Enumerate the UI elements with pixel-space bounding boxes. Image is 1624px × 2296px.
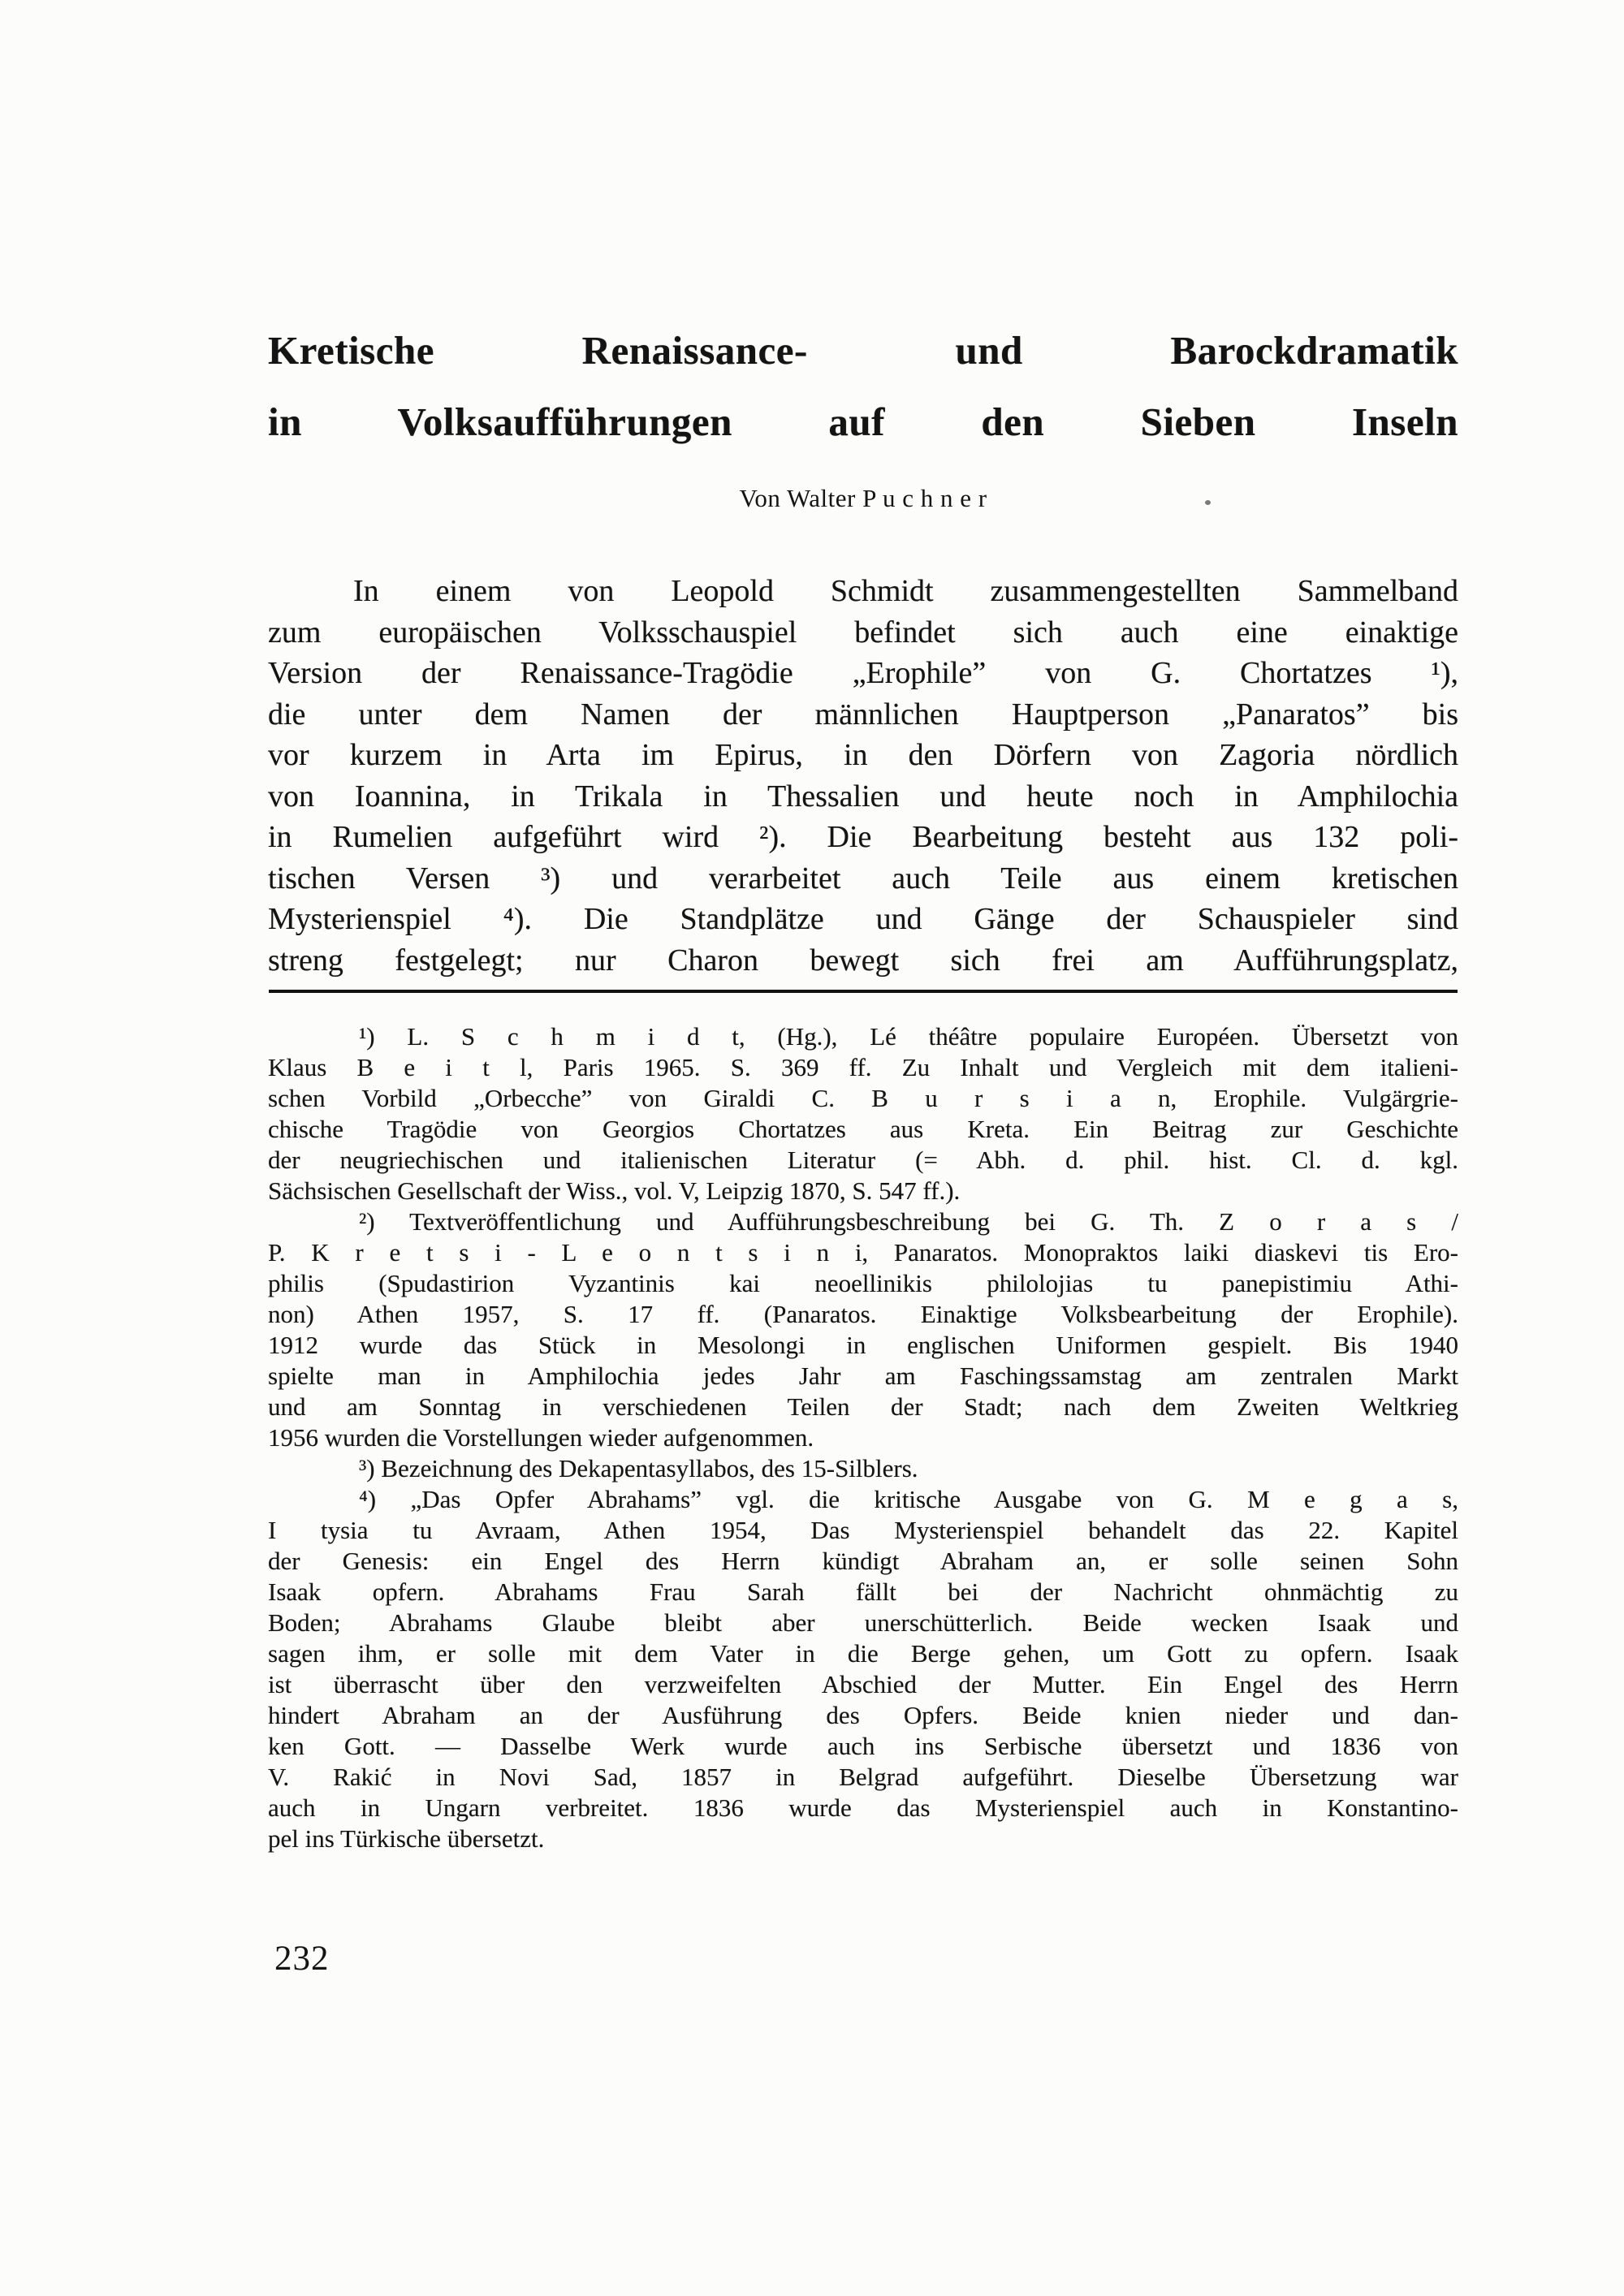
footnote-text-line: ³) Bezeichnung des Dekapentasyllabos, des 15-Silblers. [359,1454,918,1482]
footnote-text-line: sagen ihm, er solle mit dem Vater in die Berge gehen, um Gott zu opfern. Isaak [268,1639,1458,1668]
body-text-line: zum europäischen Volksschauspiel befindet sich auch eine einaktige [268,615,1458,650]
footnote-text-line: spielte man in Amphilochia jedes Jahr am Faschingssamstag am zentralen Markt [268,1362,1458,1390]
body-text-line: streng festgelegt; nur Charon bewegt sich frei am Aufführungsplatz, [268,943,1458,978]
footnote-text-line: philis (Spudastirion Vyzantinis kai neoellinikis philolojias tu panepistimiu Athi- [268,1269,1458,1297]
footnote-text-line: ¹) L. S c h m i d t, (Hg.), Lé théâtre populaire Européen. Übersetzt von [359,1022,1458,1051]
article-title-line-2: in Volksaufführungen auf den Sieben Inseln [268,399,1458,444]
footnote-text-line: der Genesis: ein Engel des Herrn kündigt Abraham an, er solle seinen Sohn [268,1547,1458,1575]
footnote-text-line: Sächsischen Gesellschaft der Wiss., vol. V, Leipzig 1870, S. 547 ff.). [268,1176,961,1205]
footnote-1 [268,1021,1458,1206]
footnote-text-line: auch in Ungarn verbreitet. 1836 wurde das Mysterienspiel auch in Konstantino- [268,1793,1458,1822]
footnote-text-line: non) Athen 1957, S. 17 ff. (Panaratos. Einaktige Volksbearbeitung der Erophile). [268,1300,1458,1328]
footnote-text-line: schen Vorbild „Orbecche” von Giraldi C. B u r s i a n, Erophile. Vulgärgrie- [268,1084,1458,1112]
footnote-text-line: pel ins Türkische übersetzt. [268,1824,545,1853]
footnote-text-line: ⁴) „Das Opfer Abrahams” vgl. die kritische Ausgabe von G. M e g a s, [359,1485,1458,1513]
footnote-2 [268,1206,1458,1453]
footnote-text-line: ist überrascht über den verzweifelten Abschied der Mutter. Ein Engel des Herrn [268,1670,1458,1698]
footnote-text-line: Klaus B e i t l, Paris 1965. S. 369 ff. Zu Inhalt und Vergleich mit dem italieni- [268,1053,1458,1081]
body-text-line: von Ioannina, in Trikala in Thessalien und heute noch in Amphilochia [268,779,1458,814]
body-text-line: in Rumelien aufgeführt wird ²). Die Bearbeitung besteht aus 132 poli- [268,820,1458,854]
footnote-text-line: ²) Textveröffentlichung und Aufführungsbeschreibung bei G. Th. Z o r a s / [359,1207,1458,1236]
footnote-separator-rule [269,990,1458,993]
footnote-4 [268,1484,1458,1854]
footnote-text-line: chische Tragödie von Georgios Chortatzes aus Kreta. Ein Beitrag zur Geschichte [268,1115,1458,1143]
footnote-text-line: 1912 wurde das Stück in Mesolongi in englischen Uniformen gespielt. Bis 1940 [268,1331,1458,1359]
body-text-line: In einem von Leopold Schmidt zusammengestellten Sammelband [353,574,1458,608]
article-title-line-1: Kretische Renaissance- und Barockdramatik [268,328,1458,373]
page-number: 232 [274,1940,330,1978]
footnote-text-line: hindert Abraham an der Ausführung des Opfers. Beide knien nieder und dan- [268,1701,1458,1729]
footnotes-block [268,1021,1458,1854]
article-title [268,315,1458,458]
footnote-text-line: und am Sonntag in verschiedenen Teilen der Stadt; nach dem Zweiten Weltkrieg [268,1392,1458,1421]
body-text-line: Mysterienspiel ⁴). Die Standplätze und Gänge der Schauspieler sind [268,902,1458,936]
footnote-3 [268,1453,1458,1484]
body-text-line: Version der Renaissance-Tragödie „Erophile” von G. Chortatzes ¹), [268,656,1458,690]
footnote-text-line: der neugriechischen und italienischen Literatur (= Abh. d. phil. hist. Cl. d. kgl. [268,1146,1458,1174]
footnote-text-line: Boden; Abrahams Glaube bleibt aber unerschütterlich. Beide wecken Isaak und [268,1608,1458,1637]
scan-speck [1205,500,1211,505]
body-text-line: tischen Versen ³) und verarbeitet auch Teile aus einem kretischen [268,861,1458,896]
author-byline: Von Walter P u c h n e r [739,484,987,512]
body-text-line: die unter dem Namen der männlichen Hauptperson „Panaratos” bis [268,697,1458,732]
footnote-text-line: P. K r e t s i - L e o n t s i n i, Panaratos. Monopraktos laiki diaskevi tis Ero- [268,1238,1458,1267]
footnote-text-line: 1956 wurden die Vorstellungen wieder aufgenommen. [268,1423,814,1452]
footnote-text-line: Isaak opfern. Abrahams Frau Sarah fällt bei der Nachricht ohnmächtig zu [268,1577,1458,1606]
footnote-text-line: V. Rakić in Novi Sad, 1857 in Belgrad aufgeführt. Dieselbe Übersetzung war [268,1763,1458,1791]
body-paragraph [268,571,1458,981]
footnote-text-line: ken Gott. — Dasselbe Werk wurde auch ins Serbische übersetzt und 1836 von [268,1732,1458,1760]
body-text-line: vor kurzem in Arta im Epirus, in den Dörfern von Zagoria nördlich [268,738,1458,772]
footnote-text-line: I tysia tu Avraam, Athen 1954, Das Mysterienspiel behandelt das 22. Kapitel [268,1516,1458,1544]
